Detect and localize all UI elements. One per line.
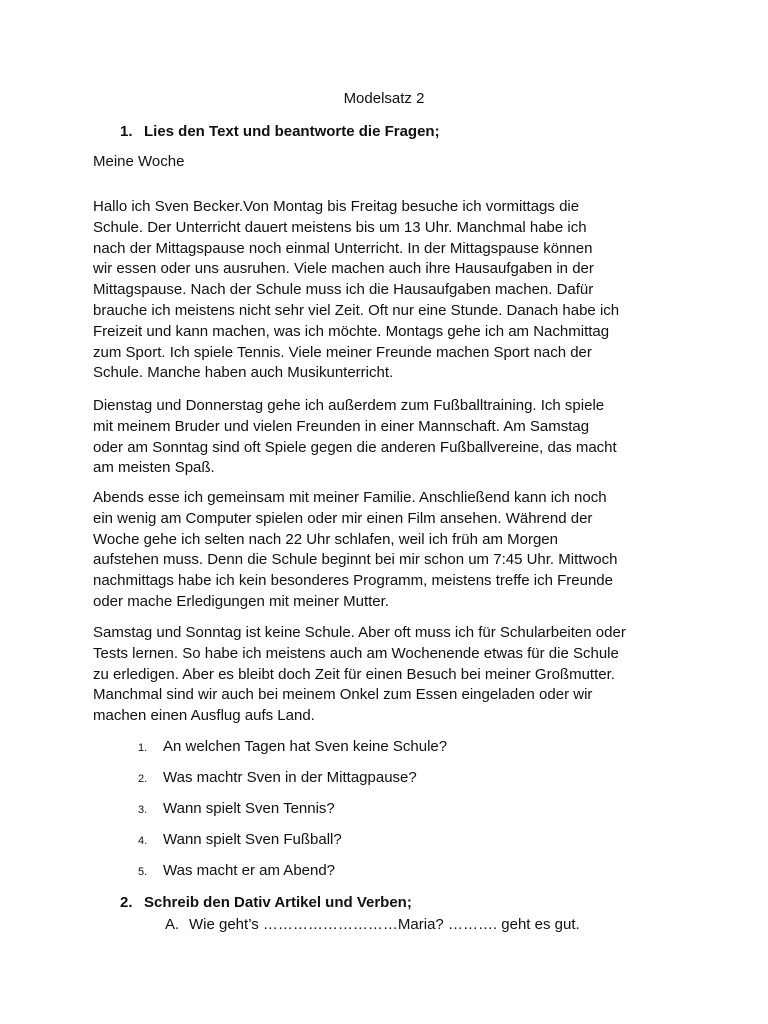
paragraph-line: Abends esse ich gemeinsam mit meiner Familie. Anschließend kann ich noch — [93, 489, 607, 506]
question-number: 2. — [138, 773, 148, 785]
question-number: 5. — [138, 866, 148, 878]
paragraph-3 — [93, 488, 683, 613]
question-item — [138, 768, 447, 799]
question-item — [138, 799, 447, 830]
task-2-number: 2. — [120, 894, 133, 911]
paragraph-line: wir essen oder uns ausruhen. Viele machen auch ihre Hausaufgaben in der — [93, 260, 594, 278]
task-1-label: Lies den Text und beantworte die Fragen; — [144, 123, 440, 140]
paragraph-line: mit meinem Bruder und vielen Freunden in einer Mannschaft. Am Samstag — [93, 417, 590, 435]
paragraph-line: Manchmal sind wir auch bei meinem Onkel zum Essen eingeladen oder wir — [93, 686, 593, 704]
question-number: 3. — [138, 804, 148, 816]
paragraph-line: aufstehen muss. Denn die Schule beginnt bei mir schon um 7:45 Uhr. Mittwoch — [93, 551, 618, 569]
paragraph-line: Hallo ich Sven Becker.Von Montag bis Freitag besuche ich vormittags die — [93, 198, 580, 215]
paragraph-line: oder am Sonntag sind oft Spiele gegen die anderen Fußballvereine, das macht — [93, 438, 617, 456]
question-text: Wann spielt Sven Fußball? — [163, 831, 342, 848]
paragraph-line: brauche ich meistens nicht sehr viel Zeit. Oft nur eine Stunde. Danach habe ich — [93, 301, 620, 319]
exercise-item-letter: A. — [165, 916, 180, 933]
paragraph-1 — [93, 197, 683, 384]
paragraph-line: am meisten Spaß. — [93, 459, 215, 477]
paragraph-line: nach der Mittagspause noch einmal Unterricht. In der Mittagspause können — [93, 239, 593, 257]
paragraph-line: oder mache Erledigungen mit meiner Mutter. — [93, 592, 389, 610]
paragraph-line: Freizeit und kann machen, was ich möchte. Montags gehe ich am Nachmittag — [93, 322, 610, 340]
text-subtitle: Meine Woche — [93, 153, 185, 170]
paragraph-line: zum Sport. Ich spiele Tennis. Viele meiner Freunde machen Sport nach der — [93, 343, 592, 361]
question-text: Wann spielt Sven Tennis? — [163, 800, 335, 817]
question-number: 1. — [138, 742, 148, 754]
question-number: 4. — [138, 835, 148, 847]
question-item — [138, 830, 447, 861]
paragraph-line: Woche gehe ich selten nach 22 Uhr schlafen, weil ich früh am Morgen — [93, 530, 558, 548]
paragraph-line: ein wenig am Computer spielen oder mir einen Film ansehen. Während der — [93, 509, 593, 527]
paragraph-4 — [93, 623, 683, 727]
task-2-heading — [120, 893, 412, 913]
exercise-item-a — [165, 915, 580, 935]
question-item — [138, 737, 447, 768]
paragraph-line: Dienstag und Donnerstag gehe ich außerdem zum Fußballtraining. Ich spiele — [93, 397, 605, 414]
question-text: Was macht er am Abend? — [163, 862, 336, 879]
paragraph-line: Tests lernen. So habe ich meistens auch am Wochenende etwas für die Schule — [93, 644, 619, 662]
paragraph-line: nachmittags habe ich kein besonderes Programm, meistens treffe ich Freunde — [93, 572, 613, 590]
question-text: Was machtr Sven in der Mittagpause? — [163, 769, 417, 786]
paragraph-line: zu erledigen. Aber es bleibt doch Zeit für einen Besuch bei meiner Großmutter. — [93, 665, 615, 683]
paragraph-line: Schule. Der Unterricht dauert meistens bis um 13 Uhr. Manchmal habe ich — [93, 218, 587, 236]
document-title: Modelsatz 2 — [343, 90, 425, 107]
paragraph-line: Samstag und Sonntag ist keine Schule. Aber oft muss ich für Schularbeiten oder — [93, 624, 626, 641]
question-list — [138, 737, 447, 892]
paragraph-line: Mittagspause. Nach der Schule muss ich die Hausaufgaben machen. Dafür — [93, 281, 594, 299]
task-1-number: 1. — [120, 123, 133, 140]
paragraph-line: Schule. Manche haben auch Musikunterricht. — [93, 364, 394, 382]
paragraph-line: machen einen Ausflug aufs Land. — [93, 707, 315, 725]
question-item — [138, 861, 447, 892]
question-text: An welchen Tagen hat Sven keine Schule? — [163, 738, 448, 755]
paragraph-2 — [93, 396, 683, 479]
task-1-heading — [120, 122, 440, 142]
task-2-label: Schreib den Dativ Artikel und Verben; — [144, 894, 412, 911]
exercise-item-text: Wie geht’s ………………………Maria? ………. geht es gut. — [189, 916, 580, 933]
